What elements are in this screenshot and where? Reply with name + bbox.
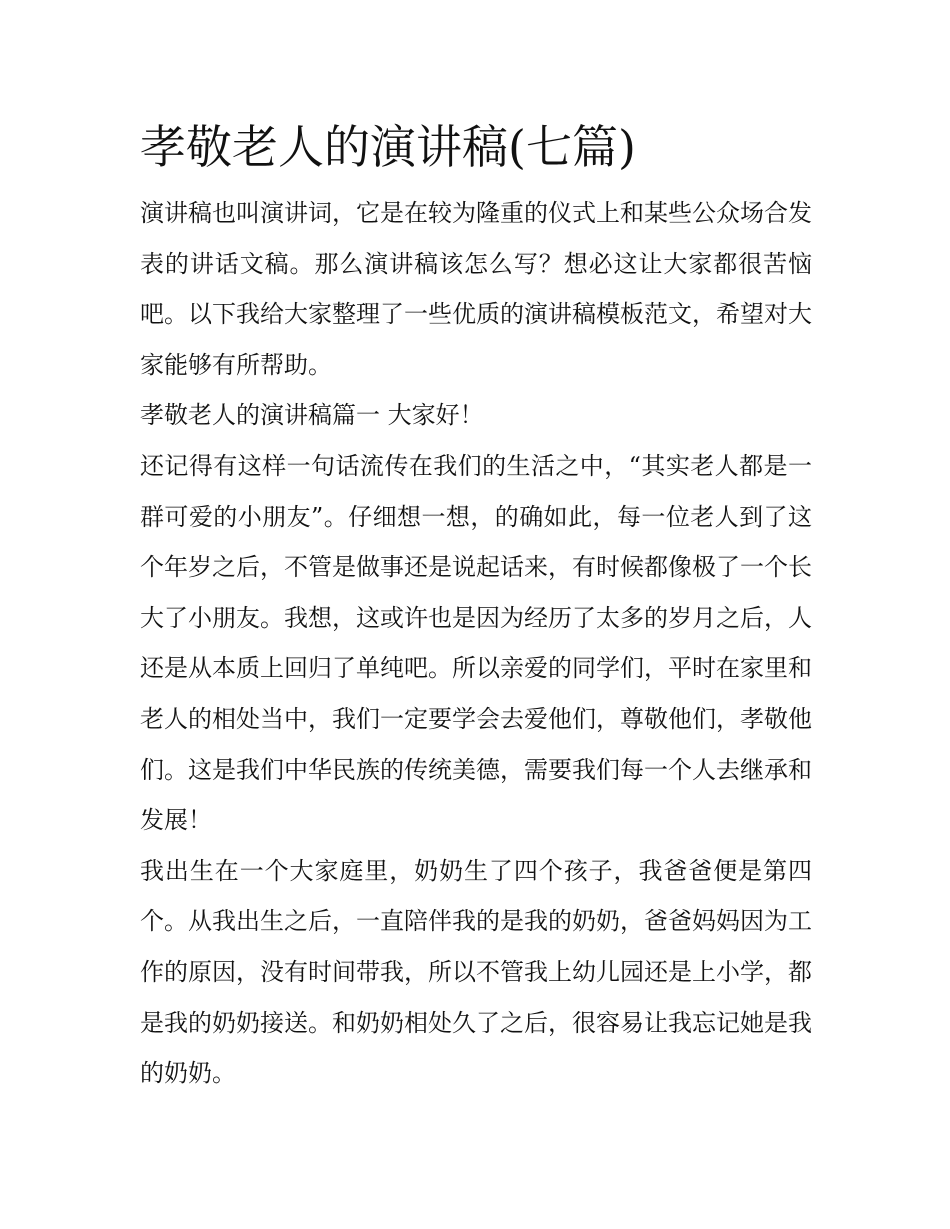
paragraph-body-2: 我出生在一个大家庭里，奶奶生了四个孩子，我爸爸便是第四个。从我出生之后，一直陪伴我的是我的奶奶，爸爸妈妈因为工作的原因，没有时间带我，所以不管我上幼儿园还是上小学，都是我的奶奶接送。和奶奶相处久了之后，很容易让我忘记她是我的奶奶。 (140, 856, 812, 1088)
paragraph-intro: 演讲稿也叫演讲词，它是在较为隆重的仪式上和某些公众场合发表的讲话文稿。那么演讲稿该怎么写？想必这让大家都很苦恼吧。以下我给大家整理了一些优质的演讲稿模板范文，希望对大家能够有所帮助。 (140, 199, 812, 379)
paragraph-body-1: 还记得有这样一句话流传在我们的生活之中，“其实老人都是一群可爱的小朋友”。仔细想一想，的确如此，每一位老人到了这个年岁之后，不管是做事还是说起话来，有时候都像极了一个长大了小朋友。我想，这或许也是因为经历了太多的岁月之后，人还是从本质上回归了单纯吧。所以亲爱的同学们，平时在家里和老人的相处当中，我们一定要学会去爱他们，尊敬他们，孝敬他们。这是我们中华民族的传统美德，需要我们每一个人去继承和发展！ (140, 451, 812, 835)
document-title: 孝敬老人的演讲稿(七篇) (140, 120, 636, 174)
paragraph-greeting: 孝敬老人的演讲稿篇一 大家好！ (140, 401, 484, 430)
document-page (140, 112, 812, 1099)
